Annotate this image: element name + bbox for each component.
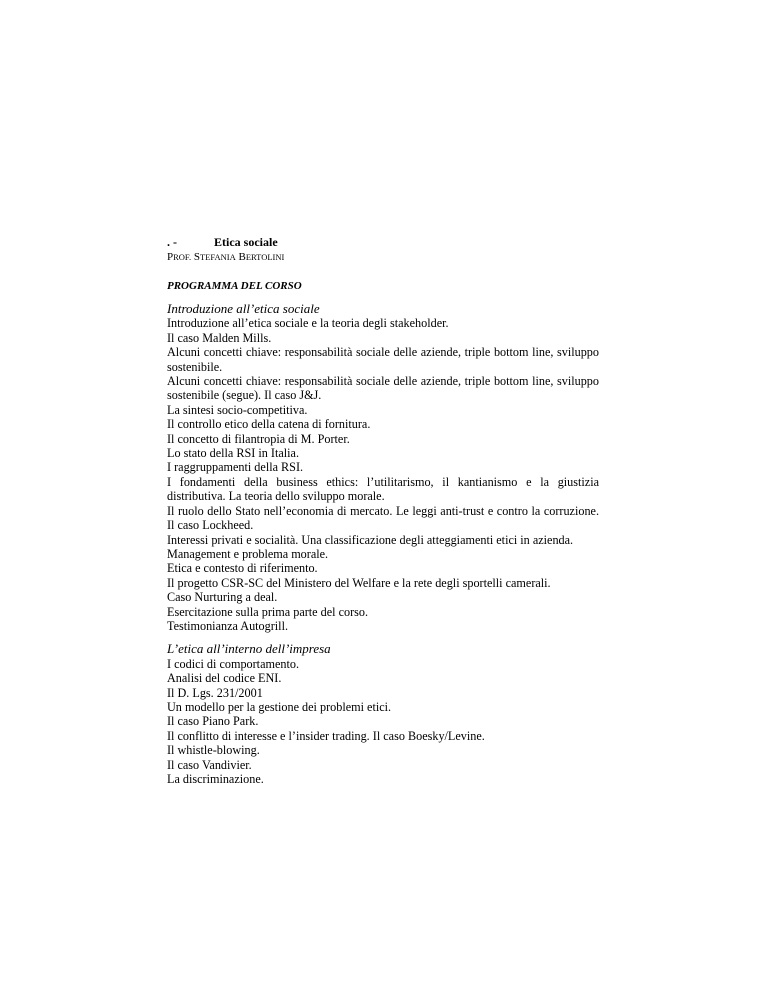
program-item: Il whistle-blowing. xyxy=(167,743,260,758)
program-item: Interessi privati e socialità. Una classificazione degli atteggiamenti etici in azienda. xyxy=(167,532,574,547)
program-item: Il controllo etico della catena di fornitura. xyxy=(167,417,371,432)
program-item: Il concetto di filantropia di M. Porter. xyxy=(167,431,350,446)
course-header xyxy=(167,234,599,250)
program-item: Il caso Vandivier. xyxy=(167,757,252,772)
program-item: Il caso Piano Park. xyxy=(167,714,259,729)
program-item: Introduzione all’etica sociale e la teoria degli stakeholder. xyxy=(167,316,449,331)
program-item: Etica e contesto di riferimento. xyxy=(167,561,318,576)
program-item: Il ruolo dello Stato nell’economia di mercato. Le leggi anti-trust e contro la corruzione. Il caso Lockheed. xyxy=(167,503,599,533)
program-item: Lo stato della RSI in Italia. xyxy=(167,446,300,461)
program-title: PROGRAMMA DEL CORSO xyxy=(167,280,302,292)
program-sections xyxy=(167,302,599,786)
section-title: L’etica all’interno dell’impresa xyxy=(167,641,331,657)
program-item: Il conflitto di interesse e l’insider trading. Il caso Boesky/Levine. xyxy=(167,728,485,743)
program-item: La sintesi socio-competitiva. xyxy=(167,402,308,417)
program-item: Alcuni concetti chiave: responsabilità sociale delle aziende, triple bottom line, sviluppo sostenibile (segue). Il caso J&J. xyxy=(167,374,599,403)
program-item: Testimonianza Autogrill. xyxy=(167,618,288,633)
program-section xyxy=(167,642,599,786)
program-item: I raggruppamenti della RSI. xyxy=(167,460,304,475)
program-item: Il caso Malden Mills. xyxy=(167,330,272,345)
program-item: Management e problema morale. xyxy=(167,546,329,561)
program-item: I codici di comportamento. xyxy=(167,656,299,671)
course-title: Etica sociale xyxy=(214,235,278,249)
professor-name: PROF. STEFANIA BERTOLINI xyxy=(167,251,285,263)
document-page xyxy=(167,234,599,786)
program-item: Il progetto CSR-SC del Ministero del Welfare e la rete degli sportelli camerali. xyxy=(167,575,551,590)
program-item: Il D. Lgs. 231/2001 xyxy=(167,685,263,700)
program-item: Esercitazione sulla prima parte del corso. xyxy=(167,604,369,619)
program-item: Alcuni concetti chiave: responsabilità sociale delle aziende, triple bottom line, sviluppo sostenibile. xyxy=(167,345,599,374)
program-item: Un modello per la gestione dei problemi etici. xyxy=(167,699,392,714)
section-title: Introduzione all’etica sociale xyxy=(167,301,320,316)
program-section xyxy=(167,302,599,633)
program-item: I fondamenti della business ethics: l’utilitarismo, il kantianismo e la giustizia distributiva. La teoria dello sviluppo morale. xyxy=(167,474,599,504)
course-number: . - xyxy=(167,235,177,249)
program-item: La discriminazione. xyxy=(167,772,264,786)
program-item: Caso Nurturing a deal. xyxy=(167,590,278,605)
program-item: Analisi del codice ENI. xyxy=(167,671,282,686)
